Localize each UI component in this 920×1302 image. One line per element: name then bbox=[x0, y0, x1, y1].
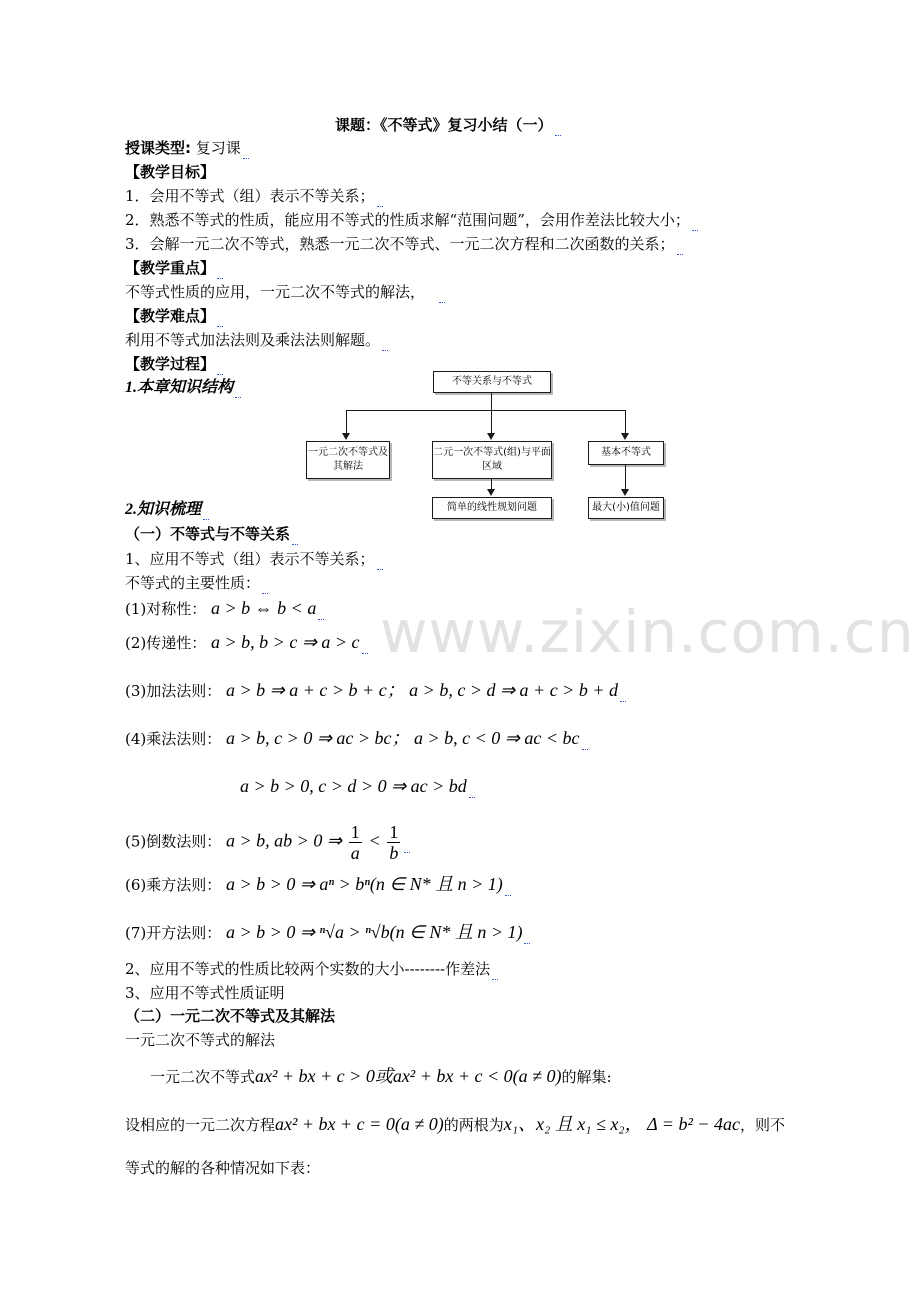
property-symmetry: (1)对称性： a > b ⇔ b < a bbox=[125, 598, 324, 620]
part1-heading: （一）不等式与不等关系 bbox=[125, 524, 298, 545]
page-title: 课题：《不等式》复习小结（一） bbox=[335, 115, 561, 136]
course-type-value: 复习课 bbox=[195, 139, 241, 157]
difficulties-heading: 【教学难点】 bbox=[125, 306, 223, 327]
part2-subheading: 一元二次不等式的解法 bbox=[125, 1031, 276, 1049]
property-power: (6)乘方法则： a > b > 0 ⇒ aⁿ > bⁿ(n ∈ N* 且 n > 1) bbox=[125, 874, 511, 896]
diagram-node-left: 一元二次不等式及其解法 bbox=[306, 441, 390, 479]
part1-item3: 3、应用不等式性质证明 bbox=[125, 984, 285, 1002]
watermark: www.zixin.com.cn bbox=[380, 598, 915, 666]
property-transitivity: (2)传递性： a > b, b > c ⇒ a > c bbox=[125, 632, 368, 654]
diagram-node-right: 基本不等式 bbox=[588, 441, 664, 465]
property-addition: (3)加法法则： a > b ⇒ a + c > b + c； a > b, c > d ⇒ a + c > b + d bbox=[125, 680, 626, 702]
key-points-text: 不等式性质的应用，一元二次不等式的解法， bbox=[125, 282, 445, 303]
roots-statement: 设相应的一元二次方程ax² + bx + c = 0(a ≠ 0)的两根为x₁、x₂ 且 x₁ ≤ x₂， Δ = b² − 4ac，则不 bbox=[125, 1114, 786, 1134]
section-review: 2.知识梳理 bbox=[125, 500, 209, 520]
section-structure: 1.本章知识结构 bbox=[125, 378, 241, 398]
key-points-heading: 【教学重点】 bbox=[125, 258, 223, 279]
part1-item1: 1、应用不等式（组）表示不等关系； bbox=[125, 549, 383, 570]
objective-item: 1．会用不等式（组）表示不等关系； bbox=[125, 186, 383, 207]
diagram-node-top: 不等关系与不等式 bbox=[433, 371, 551, 393]
property-multiplication: (4)乘法法则： a > b, c > 0 ⇒ ac > bc； a > b, c < 0 ⇒ ac < bc bbox=[125, 728, 588, 750]
course-type bbox=[125, 138, 249, 159]
property-root: (7)开方法则： a > b > 0 ⇒ ⁿ√a > ⁿ√b(n ∈ N* 且 n > 1) bbox=[125, 922, 530, 944]
part1-item2: 2、应用不等式的性质比较两个实数的大小--------作差法 bbox=[125, 959, 498, 980]
process-heading: 【教学过程】 bbox=[125, 354, 223, 375]
diagram-node-right-child: 最大(小)值问题 bbox=[588, 497, 664, 519]
table-intro: 等式的解的各种情况如下表： bbox=[125, 1159, 321, 1177]
difficulties-text: 利用不等式加法法则及乘法法则解题。 bbox=[125, 330, 388, 351]
objectives-heading: 【教学目标】 bbox=[125, 163, 216, 181]
property-reciprocal: (5)倒数法则： a > b, ab > 0 ⇒ $\frac{1}{a}$ < $\frac{1}{b}$ bbox=[125, 822, 410, 863]
props-heading: 不等式的主要性质： bbox=[125, 573, 268, 594]
part2-heading: （二）一元二次不等式及其解法 bbox=[125, 1007, 336, 1025]
diagram-node-middle-child: 简单的线性规划问题 bbox=[432, 497, 552, 519]
course-type-label: 授课类型: bbox=[125, 139, 191, 157]
inequality-statement: 一元二次不等式ax² + bx + c > 0或ax² + bx + c < 0(a ≠ 0)的解集: bbox=[150, 1066, 612, 1086]
objective-item: 3．会解一元二次不等式，熟悉一元二次不等式、一元二次方程和二次函数的关系； bbox=[125, 234, 683, 255]
diagram-node-middle: 二元一次不等式(组)与平面区域 bbox=[432, 441, 552, 479]
property-multiplication-2: a > b > 0, c > d > 0 ⇒ ac > bd bbox=[240, 776, 475, 798]
objective-item: 2．熟悉不等式的性质，能应用不等式的性质求解“范围问题”，会用作差法比较大小； bbox=[125, 210, 698, 231]
